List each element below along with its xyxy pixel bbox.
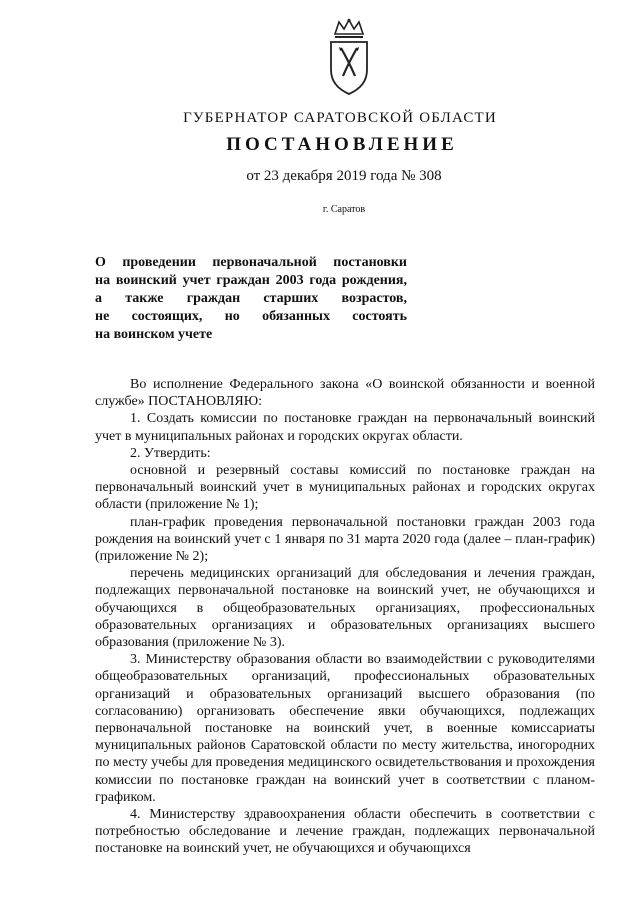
document-body (95, 376, 595, 858)
body-paragraph: 4. Министерству здравоохранения области обеспечить в соответствии с потребностью обследование и лечение граждан, подлежащих первоначальной постановке на воинский учет, не обучающихся и обучающихся (95, 807, 595, 857)
body-paragraph: 1. Создать комиссии по постановке граждан на первоначальный воинский учет в муниципальных районах и городских округах области. (95, 411, 595, 444)
body-paragraph: план-график проведения первоначальной постановки граждан 2003 года рождения на воинский учет с 1 января по 31 марта 2020 года (далее – план-график) (приложение № 2); (95, 514, 595, 565)
subject-line: а также граждан старших возрастов, (95, 291, 407, 306)
body-paragraph: 2. Утвердить: (130, 445, 211, 461)
subject-line: на воинском учете (95, 327, 213, 342)
subject-line: не состоящих, но обязанных состоять (95, 309, 407, 324)
document-type-title: ПОСТАНОВЛЕНИЕ (226, 134, 458, 155)
body-paragraph: основной и резервный составы комиссий по постановке граждан на первоначальный воинский учет в муниципальных районах и городских округах области (приложение № 1); (95, 463, 595, 513)
body-paragraph: 3. Министерству образования области во взаимодействии с руководителями общеобразовательных организаций, профессиональных образовательных организаций и образовательных организаций высшего образования (по согласованию) организовать обеспечение явки обучающихся, подлежащих первоначальной постановке на воинский учет, в военные комиссариаты муниципальных районов Саратовской области по месту жительства, иногородних по месту учебы для проведения медицинского освидетельствования и прохождения комиссии по постановке граждан на воинский учет в соответствии с планом-графиком. (95, 652, 595, 805)
subject-line: на воинский учет граждан 2003 года рождения, (95, 273, 407, 288)
document-date-number: от 23 декабря 2019 года № 308 (246, 168, 442, 184)
body-paragraph: перечень медицинских организаций для обследования и лечения граждан, подлежащих первоначальной постановке на воинский учет, не обучающихся и обучающихся в общеобразовательных организациях, профессиональных образовательных организациях и образовательных организациях высшего образования (приложение № 3). (95, 566, 595, 651)
document-subject (95, 254, 407, 344)
document-city: г. Саратов (322, 204, 366, 215)
saratov-coat-of-arms-icon (325, 18, 373, 96)
authority-title: ГУБЕРНАТОР САРАТОВСКОЙ ОБЛАСТИ (183, 110, 497, 126)
body-paragraph: Во исполнение Федерального закона «О воинской обязанности и военной службе» ПОСТАНОВЛЯЮ: (95, 377, 595, 410)
subject-line: О проведении первоначальной постановки (95, 255, 407, 270)
